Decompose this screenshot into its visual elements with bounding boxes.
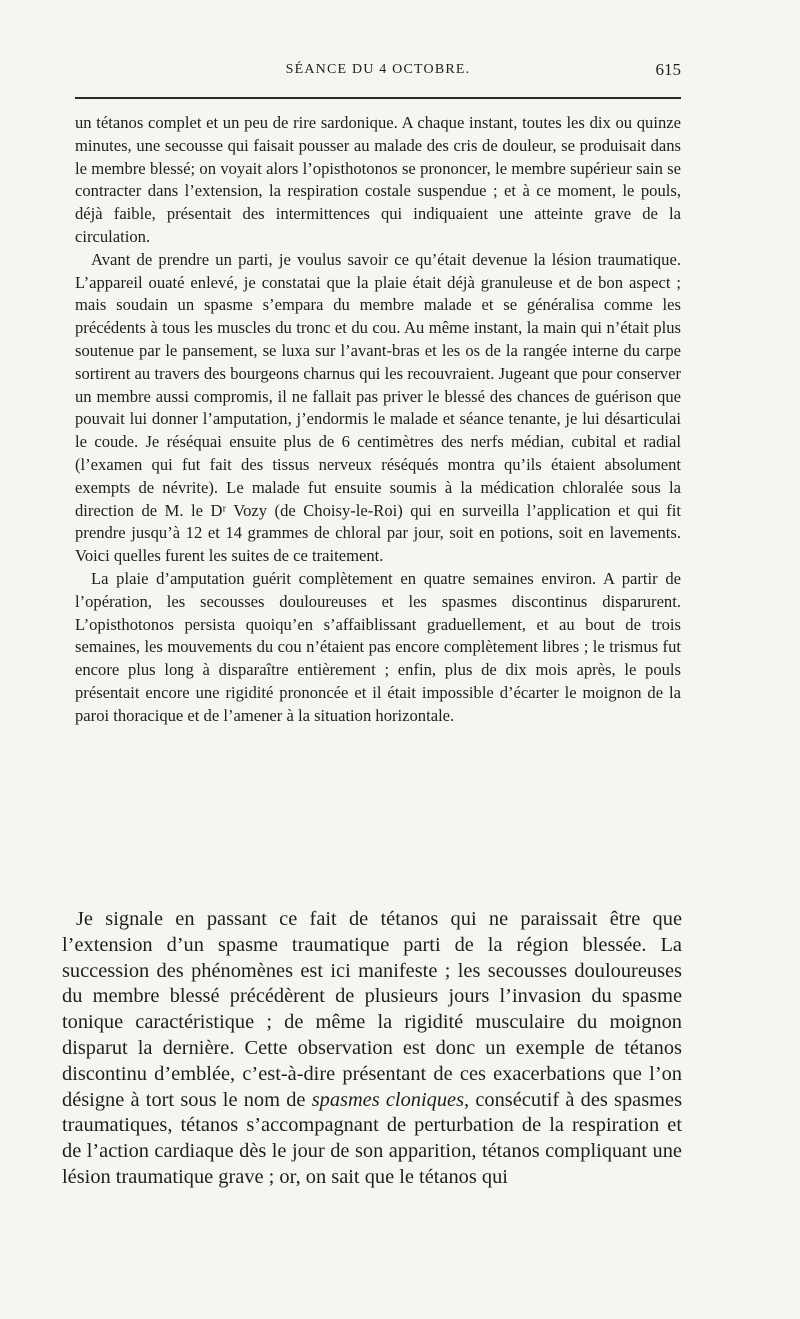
commentary-text-part: Je signale en passant ce fait de tétanos qui ne paraissait être que l’extension d’un spasme traumatique parti de la région blessée. La succession des phénomènes est ici manifeste ; les secousses douloureuses du membre blessé précédèrent de plusieurs jours l’invasion du spasme tonique caractéristique ; de même la rigidité musculaire du moignon disparut la dernière. Cette observation est donc un exemple de tétanos discontinu d’emblée, c’est-à-dire présentant de ces exacerbations que l’on désigne à tort sous le nom de	[62, 908, 682, 1111]
header-rule	[75, 97, 681, 99]
paragraph-continued: un tétanos complet et un peu de rire sardonique. A chaque instant, toutes les dix ou quinze minutes, une secousse qui faisait pousser au malade des cris de douleur, se produisait dans le membre blessé; on voyait alors l’opisthotonos se prononcer, le membre supérieur sain se contracter dans l’extension, la respiration costale suspendue ; et à ce moment, le pouls, déjà faible, présentait des intermittences qui indiquaient une atteinte grave de la circulation.	[75, 113, 681, 246]
running-header	[75, 62, 681, 86]
commentary-text-part: , consécutif à des spasmes traumatiques, tétanos s’accompagnant de perturbation de la respiration et de l’action cardiaque dès le jour de son apparition, tétanos compliquant une lésion traumatique grave ; or, on sait que le tétanos qui	[62, 1088, 683, 1188]
commentary-italic-term: spasmes cloniques	[311, 1088, 465, 1111]
observation-text	[75, 112, 681, 728]
paragraph: La plaie d’amputation guérit complètement en quatre semaines environ. A partir de l’opération, les secousses douloureuses et les spasmes discontinus disparurent. L’opisthotonos persista quoiqu’en s’affaiblissant graduellement, et au bout de trois semaines, les mouvements du cou n’étaient pas encore complètement libres ; le trismus fut encore plus long à disparaître entièrement ; enfin, plus de dix mois après, le pouls présentait encore une rigidité prononcée et il était impossible d’écarter le moignon de la paroi thoracique et de l’amener à la situation horizontale.	[75, 568, 681, 725]
page-number: 615	[655, 60, 681, 79]
running-title: SÉANCE DU 4 OCTOBRE.	[285, 62, 471, 77]
commentary-paragraph	[62, 907, 682, 1191]
commentary-text	[62, 907, 682, 1191]
paragraph: Avant de prendre un parti, je voulus savoir ce qu’était devenue la lésion traumatique. L’appareil ouaté enlevé, je constatai que la plaie était déjà granuleuse et de bon aspect ; mais soudain un spasme s’empara du membre malade et se généralisa comme les précédents à tous les muscles du tronc et du cou. Au même instant, la main qui n’était plus soutenue par le pansement, se luxa sur l’avant-bras et les os de la rangée interne du carpe sortirent au travers des bourgeons charnus qui les recouvraient. Jugeant que pour conserver un membre aussi compromis, il ne fallait pas priver le blessé des chances de guérison que pouvait lui donner l’amputation, j’endormis le malade et séance tenante, je lui désarticulai le coude. Je réséquai ensuite plus de 6 centimètres des nerfs médian, cubital et radial (l’examen qui fut fait des tissus nerveux réséqués montra qu’ils étaient absolument exempts de névrite). Le malade fut ensuite soumis à la médication chloralée sous la direction de M. le Dʳ Vozy (de Choisy-le-Roi) qui en surveilla l’application et qui fit prendre jusqu’à 12 et 14 grammes de chloral par jour, soit en potions, soit en lavements. Voici quelles furent les suites de ce traitement.	[75, 249, 681, 566]
